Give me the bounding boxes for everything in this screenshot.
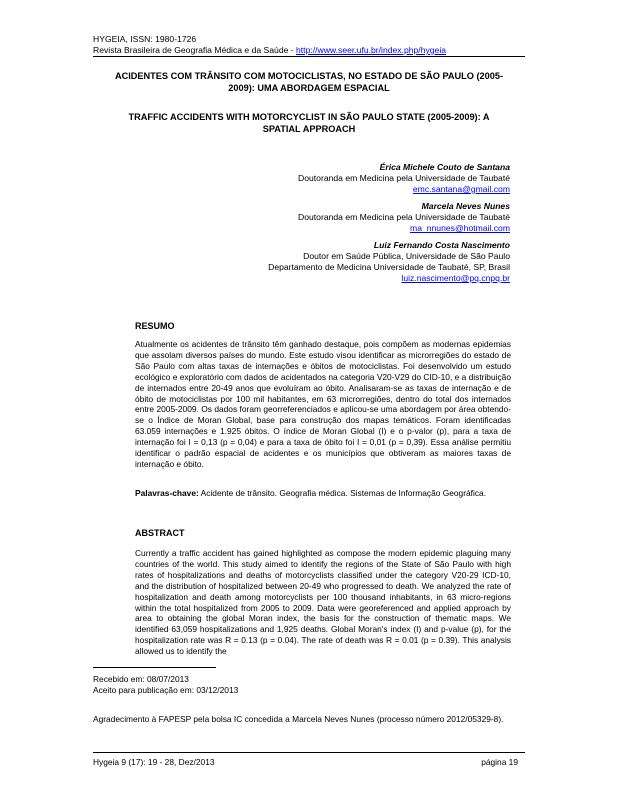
abstract-heading: ABSTRACT	[135, 528, 185, 538]
author-email-link[interactable]: luiz.nascimento@pq.cnpq.br	[401, 273, 510, 283]
received-date: Recebido em: 08/07/2013	[93, 674, 189, 684]
title-en-line1: TRAFFIC ACCIDENTS WITH MOTORCYCLIST IN SÃO PAULO STATE (2005-2009): A	[128, 112, 490, 122]
title-english	[100, 111, 518, 135]
author-name: Marcela Neves Nunes	[421, 201, 510, 211]
resumo-text: Atualmente os acidentes de trânsito têm ganhado destaque, pois compõem as modernas epidemias que assolam diversos países do mundo. Este estudo visou identificar as microrregiões do estado de São Paulo com altas taxas de internações e óbitos de motociclistas. Foi desenvolvido um estudo ecológico e exploratório com dados de acidentados na categoria V20-V29 do CID-10, e a distribuição de internados entre 20-49 anos que evoluíram ao óbito. Analisaram-se as taxas de internação e de óbito de motociclistas por 100 mil habitantes, em 63 microrregiões, dentro do total dos internados entre 2005-2009. Os dados foram georreferenciados e aplicou-se uma abordagem por área obtendo-se o Índice de Moran Global, base para construção dos mapas temáticos. Foram identificadas 63.059 internações e 1.925 óbitos. O índice de Moran Global (I) e o p-valor (p), para a taxa de internação foi I = 0,13 (p = 0,04) e para a taxa de óbito foi I = 0,01 (p = 0,39). Essa análise permitiu identificar o padrão espacial de acidentes e os municípios que obtiveram as maiores taxas de internação e óbito.	[135, 339, 511, 469]
author-block	[268, 162, 510, 195]
author-block	[268, 240, 510, 284]
journal-name-line	[93, 45, 446, 56]
footnote-rule	[93, 667, 216, 668]
author-affiliation: Doutor em Saúde Pública, Universidade de São Paulo	[303, 251, 510, 261]
page-number: página 19	[481, 757, 518, 767]
acknowledgment: Agradecimento à FAPESP pela bolsa IC concedida a Marcela Neves Nunes (processo número 2012/05329-8).	[93, 714, 504, 724]
author-name: Luiz Fernando Costa Nascimento	[373, 240, 510, 250]
abstract-text: Currently a traffic accident has gained highlighted as compose the modern epidemic plaguing many countries of the world. This study aimed to identify the regions of the State of São Paulo with high rates of hospitalizations and deaths of motorcyclists classified under the category V20-29 ICD-10, and the distribution of hospitalized between 20-49 who progressed to death. We analyzed the rate of hospitalization and death among motorcyclists per 100 thousand inhabitants, in 63 micro-regions within the total hospitalized from 2005 to 2009. Data were georeferenced and applied approach by area to obtaining the global Moran index, the basis for the construction of thematic maps. We identified 63,059 hospitalizations and 1,925 deaths. Global Moran's index (I) and p-value (p), for the hospitalization rate was R = 0.13 (p = 0.04). The rate of death was R = 0.01 (p = 0.39). This analysis allowed us to identify the	[135, 548, 511, 657]
header-rule	[93, 56, 525, 57]
journal-name: Revista Brasileira de Geografia Médica e da Saúde -	[93, 45, 297, 55]
title-pt-line2: 2009): UMA ABORDAGEM ESPACIAL	[228, 83, 390, 93]
journal-header	[93, 34, 446, 56]
keywords	[135, 488, 511, 499]
keywords-text: Acidente de trânsito. Geografia médica. Sistemas de Informação Geográfica.	[198, 488, 487, 498]
footer-rule	[93, 752, 525, 753]
title-en-line2: SPATIAL APPROACH	[262, 124, 356, 134]
author-department: Departamento de Medicina Universidade de Taubaté, SP, Brasil	[268, 262, 510, 272]
title-portuguese	[100, 70, 518, 94]
author-email-link[interactable]: ma_nnunes@hotmail.com	[410, 223, 510, 233]
footer-citation: Hygeia 9 (17): 19 - 28, Dez/2013	[93, 757, 215, 767]
author-list	[268, 162, 510, 290]
title-pt-line1: ACIDENTES COM TRÂNSITO COM MOTOCICLISTAS, NO ESTADO DE SÃO PAULO (2005-	[114, 71, 504, 81]
author-email-link[interactable]: emc.santana@gmail.com	[412, 184, 510, 194]
submission-notes	[93, 674, 238, 696]
keywords-label: Palavras-chave:	[135, 488, 199, 498]
author-block	[268, 201, 510, 234]
journal-issn: HYGEIA, ISSN: 1980-1726	[93, 34, 197, 44]
author-name: Érica Michele Couto de Santana	[379, 162, 510, 172]
author-affiliation: Doutoranda em Medicina pela Universidade de Taubaté	[298, 173, 510, 183]
accepted-date: Aceito para publicação em: 03/12/2013	[93, 685, 239, 695]
author-affiliation: Doutoranda em Medicina pela Universidade de Taubaté	[298, 212, 510, 222]
journal-url-link[interactable]: http://www.seer.ufu.br/index.php/hygeia	[296, 45, 447, 55]
resumo-heading: RESUMO	[135, 321, 175, 331]
